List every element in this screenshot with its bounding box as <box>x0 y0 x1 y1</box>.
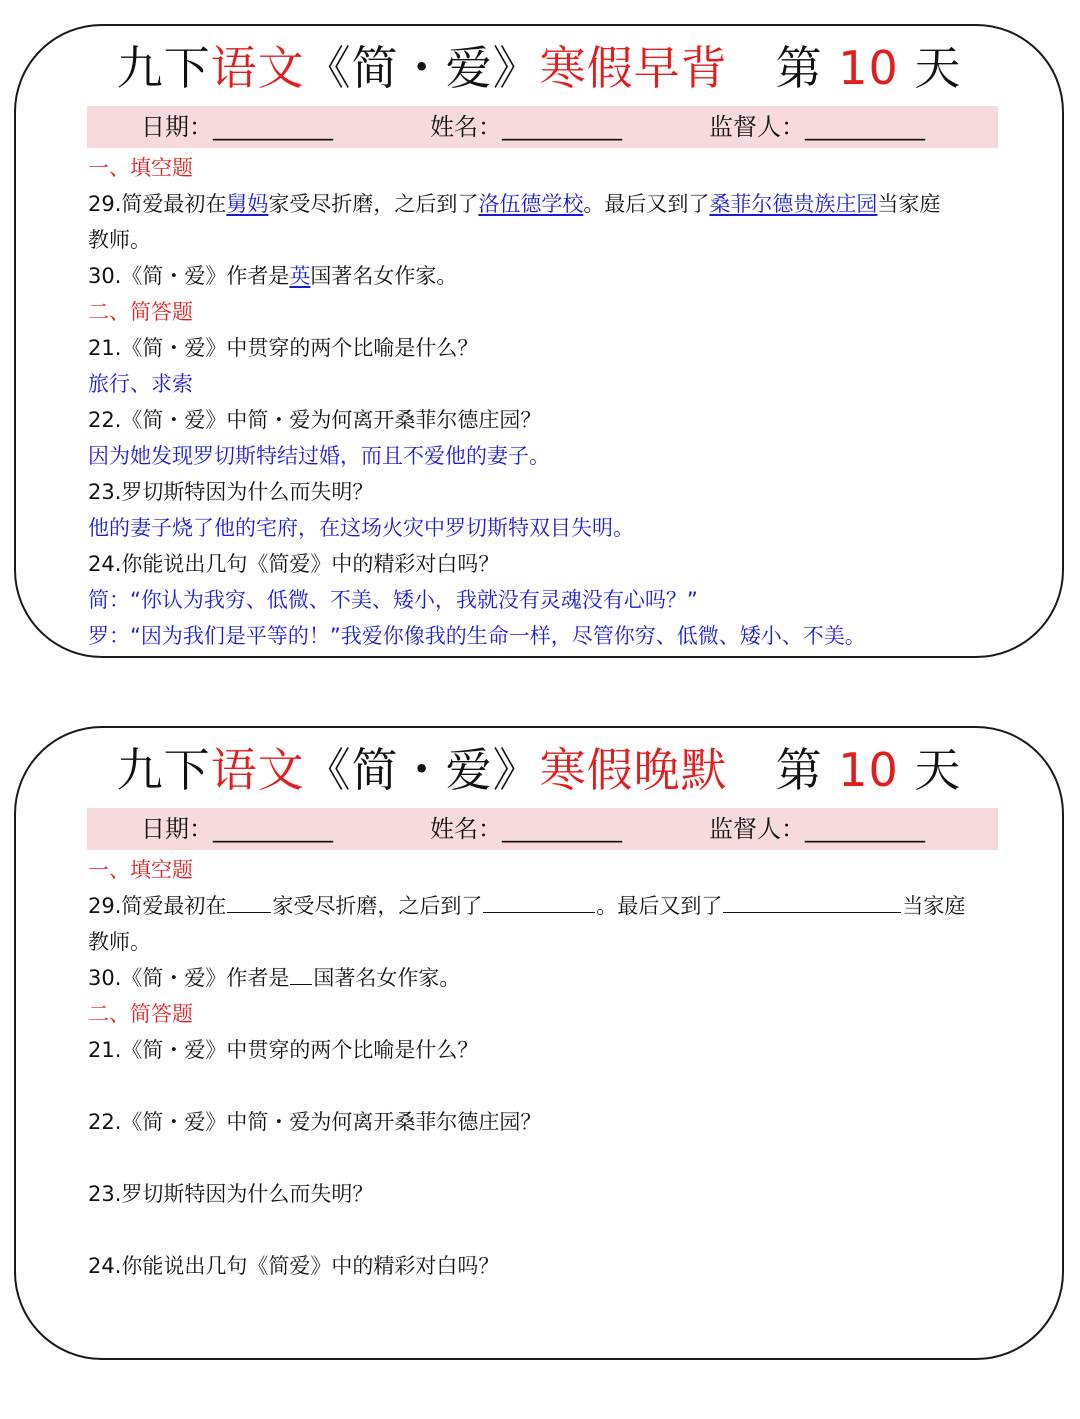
question-29-cont: 教师。 <box>88 228 151 252</box>
question-30: 30.《简・爱》作者是英国著名女作家。 <box>88 264 458 288</box>
name-field[interactable]: 姓名：__________ <box>430 113 622 141</box>
question-22: 22.《简・爱》中简・爱为何离开桑菲尔德庄园？ <box>88 408 542 432</box>
title-day-number: 10 <box>838 743 899 797</box>
title-session: 寒假晚默 <box>539 743 728 797</box>
supervisor-field[interactable]: 监督人：__________ <box>709 815 925 843</box>
section-heading-fill: 一、填空题 <box>88 156 193 180</box>
title-session: 寒假早背 <box>539 41 728 95</box>
answer-29-3: 桑菲尔德贵族庄园 <box>709 192 878 216</box>
blank-29-3[interactable] <box>723 890 901 913</box>
title-grade: 九下 <box>116 41 211 95</box>
question-22: 22.《简・爱》中简・爱为何离开桑菲尔德庄园？ <box>88 1110 542 1134</box>
answer-23: 他的妻子烧了他的宅府，在这场火灾中罗切斯特双目失明。 <box>88 516 634 540</box>
title-grade: 九下 <box>116 743 211 797</box>
answer-30: 英 <box>289 264 311 288</box>
section-heading-short: 二、简答题 <box>88 1002 193 1026</box>
answer-29-1: 舅妈 <box>226 192 269 216</box>
question-23: 23.罗切斯特因为什么而失明？ <box>88 480 374 504</box>
info-bar <box>87 106 998 148</box>
answer-22: 因为她发现罗切斯特结过婚，而且不爱他的妻子。 <box>88 444 550 468</box>
card-title <box>16 40 1062 96</box>
title-subject: 语文 <box>210 41 305 95</box>
question-29-cont: 教师。 <box>88 930 151 954</box>
title-book: 《简・爱》 <box>304 743 540 797</box>
title-day-prefix: 第 <box>775 743 839 797</box>
name-field[interactable]: 姓名：__________ <box>430 815 622 843</box>
date-field[interactable]: 日期：__________ <box>141 815 333 843</box>
question-21: 21.《简・爱》中贯穿的两个比喻是什么？ <box>88 336 479 360</box>
card-body <box>88 150 1008 654</box>
question-23: 23.罗切斯特因为什么而失明？ <box>88 1182 374 1206</box>
blank-29-2[interactable] <box>483 890 595 913</box>
title-day-suffix: 天 <box>898 743 962 797</box>
title-subject: 语文 <box>210 743 305 797</box>
question-30: 30.《简・爱》作者是 国著名女作家。 <box>88 960 1008 996</box>
question-29: 29.简爱最初在 家受尽折磨，之后到了 。最后又到了 当家庭 <box>88 888 1008 924</box>
answer-24-rochester: 罗：“因为我们是平等的！”我爱你像我的生命一样，尽管你穷、低微、矮小、不美。 <box>88 624 866 648</box>
blank-29-1[interactable] <box>227 890 271 913</box>
question-24: 24.你能说出几句《简爱》中的精彩对白吗？ <box>88 552 500 576</box>
card-body <box>88 852 1008 1284</box>
morning-card <box>14 24 1064 658</box>
section-heading-fill: 一、填空题 <box>88 858 193 882</box>
question-21: 21.《简・爱》中贯穿的两个比喻是什么？ <box>88 1038 479 1062</box>
answer-21: 旅行、求索 <box>88 372 193 396</box>
evening-card <box>14 726 1064 1360</box>
info-bar <box>87 808 998 850</box>
section-heading-short: 二、简答题 <box>88 300 193 324</box>
title-day-prefix: 第 <box>775 41 839 95</box>
card-title <box>16 742 1062 798</box>
title-day-suffix: 天 <box>898 41 962 95</box>
answer-24-jane: 简：“你认为我穷、低微、不美、矮小，我就没有灵魂没有心吗？” <box>88 588 698 612</box>
supervisor-field[interactable]: 监督人：__________ <box>709 113 925 141</box>
title-book: 《简・爱》 <box>304 41 540 95</box>
date-field[interactable]: 日期：__________ <box>141 113 333 141</box>
question-24: 24.你能说出几句《简爱》中的精彩对白吗？ <box>88 1254 500 1278</box>
answer-29-2: 洛伍德学校 <box>478 192 584 216</box>
title-day-number: 10 <box>838 41 899 95</box>
question-29: 29.简爱最初在舅妈家受尽折磨，之后到了洛伍德学校。最后又到了桑菲尔德贵族庄园当家庭 <box>88 192 941 216</box>
blank-30[interactable] <box>290 962 312 985</box>
